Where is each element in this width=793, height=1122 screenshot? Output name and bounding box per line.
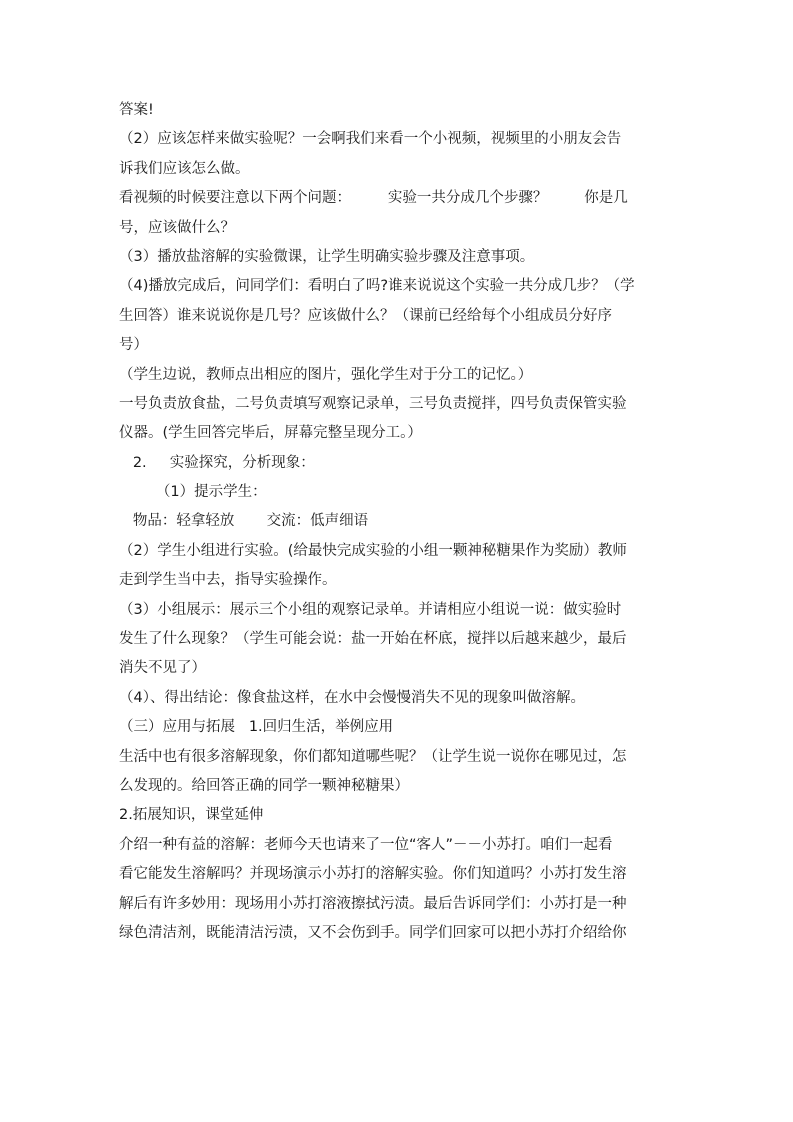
text-line: 生活中也有很多溶解现象，你们都知道哪些呢？（让学生说一说你在哪见过，怎 [119, 748, 627, 765]
text-line: 发生了什么现象？（学生可能会说：盐一开始在杯底，搅拌以后越来越少，最后 [119, 631, 627, 648]
text-line: 看它能发生溶解吗？并现场演示小苏打的溶解实验。你们知道吗？小苏打发生溶 [119, 866, 627, 883]
text-line: 看视频的时候要注意以下两个问题： 实验一共分成几个步骤？ 你是几 [119, 190, 628, 207]
text-line: （3）播放盐溶解的实验微课，让学生明确实验步骤及注意事项。 [119, 248, 535, 265]
text-line: 诉我们应该怎么做。 [119, 160, 250, 177]
text-line: 么发现的。给回答正确的同学一颗神秘糖果） [119, 777, 409, 794]
document-body [119, 96, 679, 948]
text-line: 答案! [119, 102, 154, 118]
text-line: 2. 实验探究，分析现象： [119, 454, 315, 471]
text-line: 绿色清洁剂，既能清洁污渍，又不会伤到手。同学们回家可以把小苏打介绍给你 [119, 924, 627, 941]
text-line: （学生边说，教师点出相应的图片，强化学生对于分工的记忆。） [119, 366, 533, 383]
text-line: 消失不见了） [119, 660, 206, 677]
text-line: （2）学生小组进行实验。(给最快完成实验的小组一颗神秘糖果作为奖励）教师 [119, 542, 627, 559]
text-line: （3）小组展示：展示三个小组的观察记录单。并请相应小组说一说：做实验时 [119, 601, 622, 618]
text-line: （1）提示学生： [119, 484, 267, 501]
text-line: （4）、得出结论：像食盐这样，在水中会慢慢消失不见的现象叫做溶解。 [119, 689, 585, 706]
text-line: 物品：轻拿轻放 交流：低声细语 [119, 513, 369, 530]
text-line: 仪器。(学生回答完毕后，屏幕完整呈现分工。） [119, 425, 422, 442]
text-line: 生回答）谁来说说你是几号？应该做什么？（课前已经给每个小组成员分好序 [119, 307, 612, 324]
text-line: 一号负责放食盐，二号负责填写观察记录单，三号负责搅拌，四号负责保管实验 [119, 395, 627, 412]
text-line: 介绍一种有益的溶解：老师今天也请来了一位“客人”－－小苏打。咱们一起看 [119, 836, 613, 853]
text-line: 2.拓展知识，课堂延伸 [119, 807, 264, 824]
text-line: 号） [119, 337, 148, 354]
text-line: 号，应该做什么？ [119, 219, 235, 236]
text-line: 解后有许多妙用：现场用小苏打溶液擦拭污渍。最后告诉同学们：小苏打是一种 [119, 895, 627, 912]
text-line: （2）应该怎样来做实验呢？一会啊我们来看一个小视频，视频里的小朋友会告 [119, 131, 622, 148]
text-line: （4)播放完成后，问同学们：看明白了吗?谁来说说这个实验一共分成几步？（学 [119, 278, 635, 295]
text-line: （三）应用与拓展 1.回归生活，举例应用 [119, 719, 394, 736]
text-line: 走到学生当中去，指导实验操作。 [119, 572, 337, 589]
